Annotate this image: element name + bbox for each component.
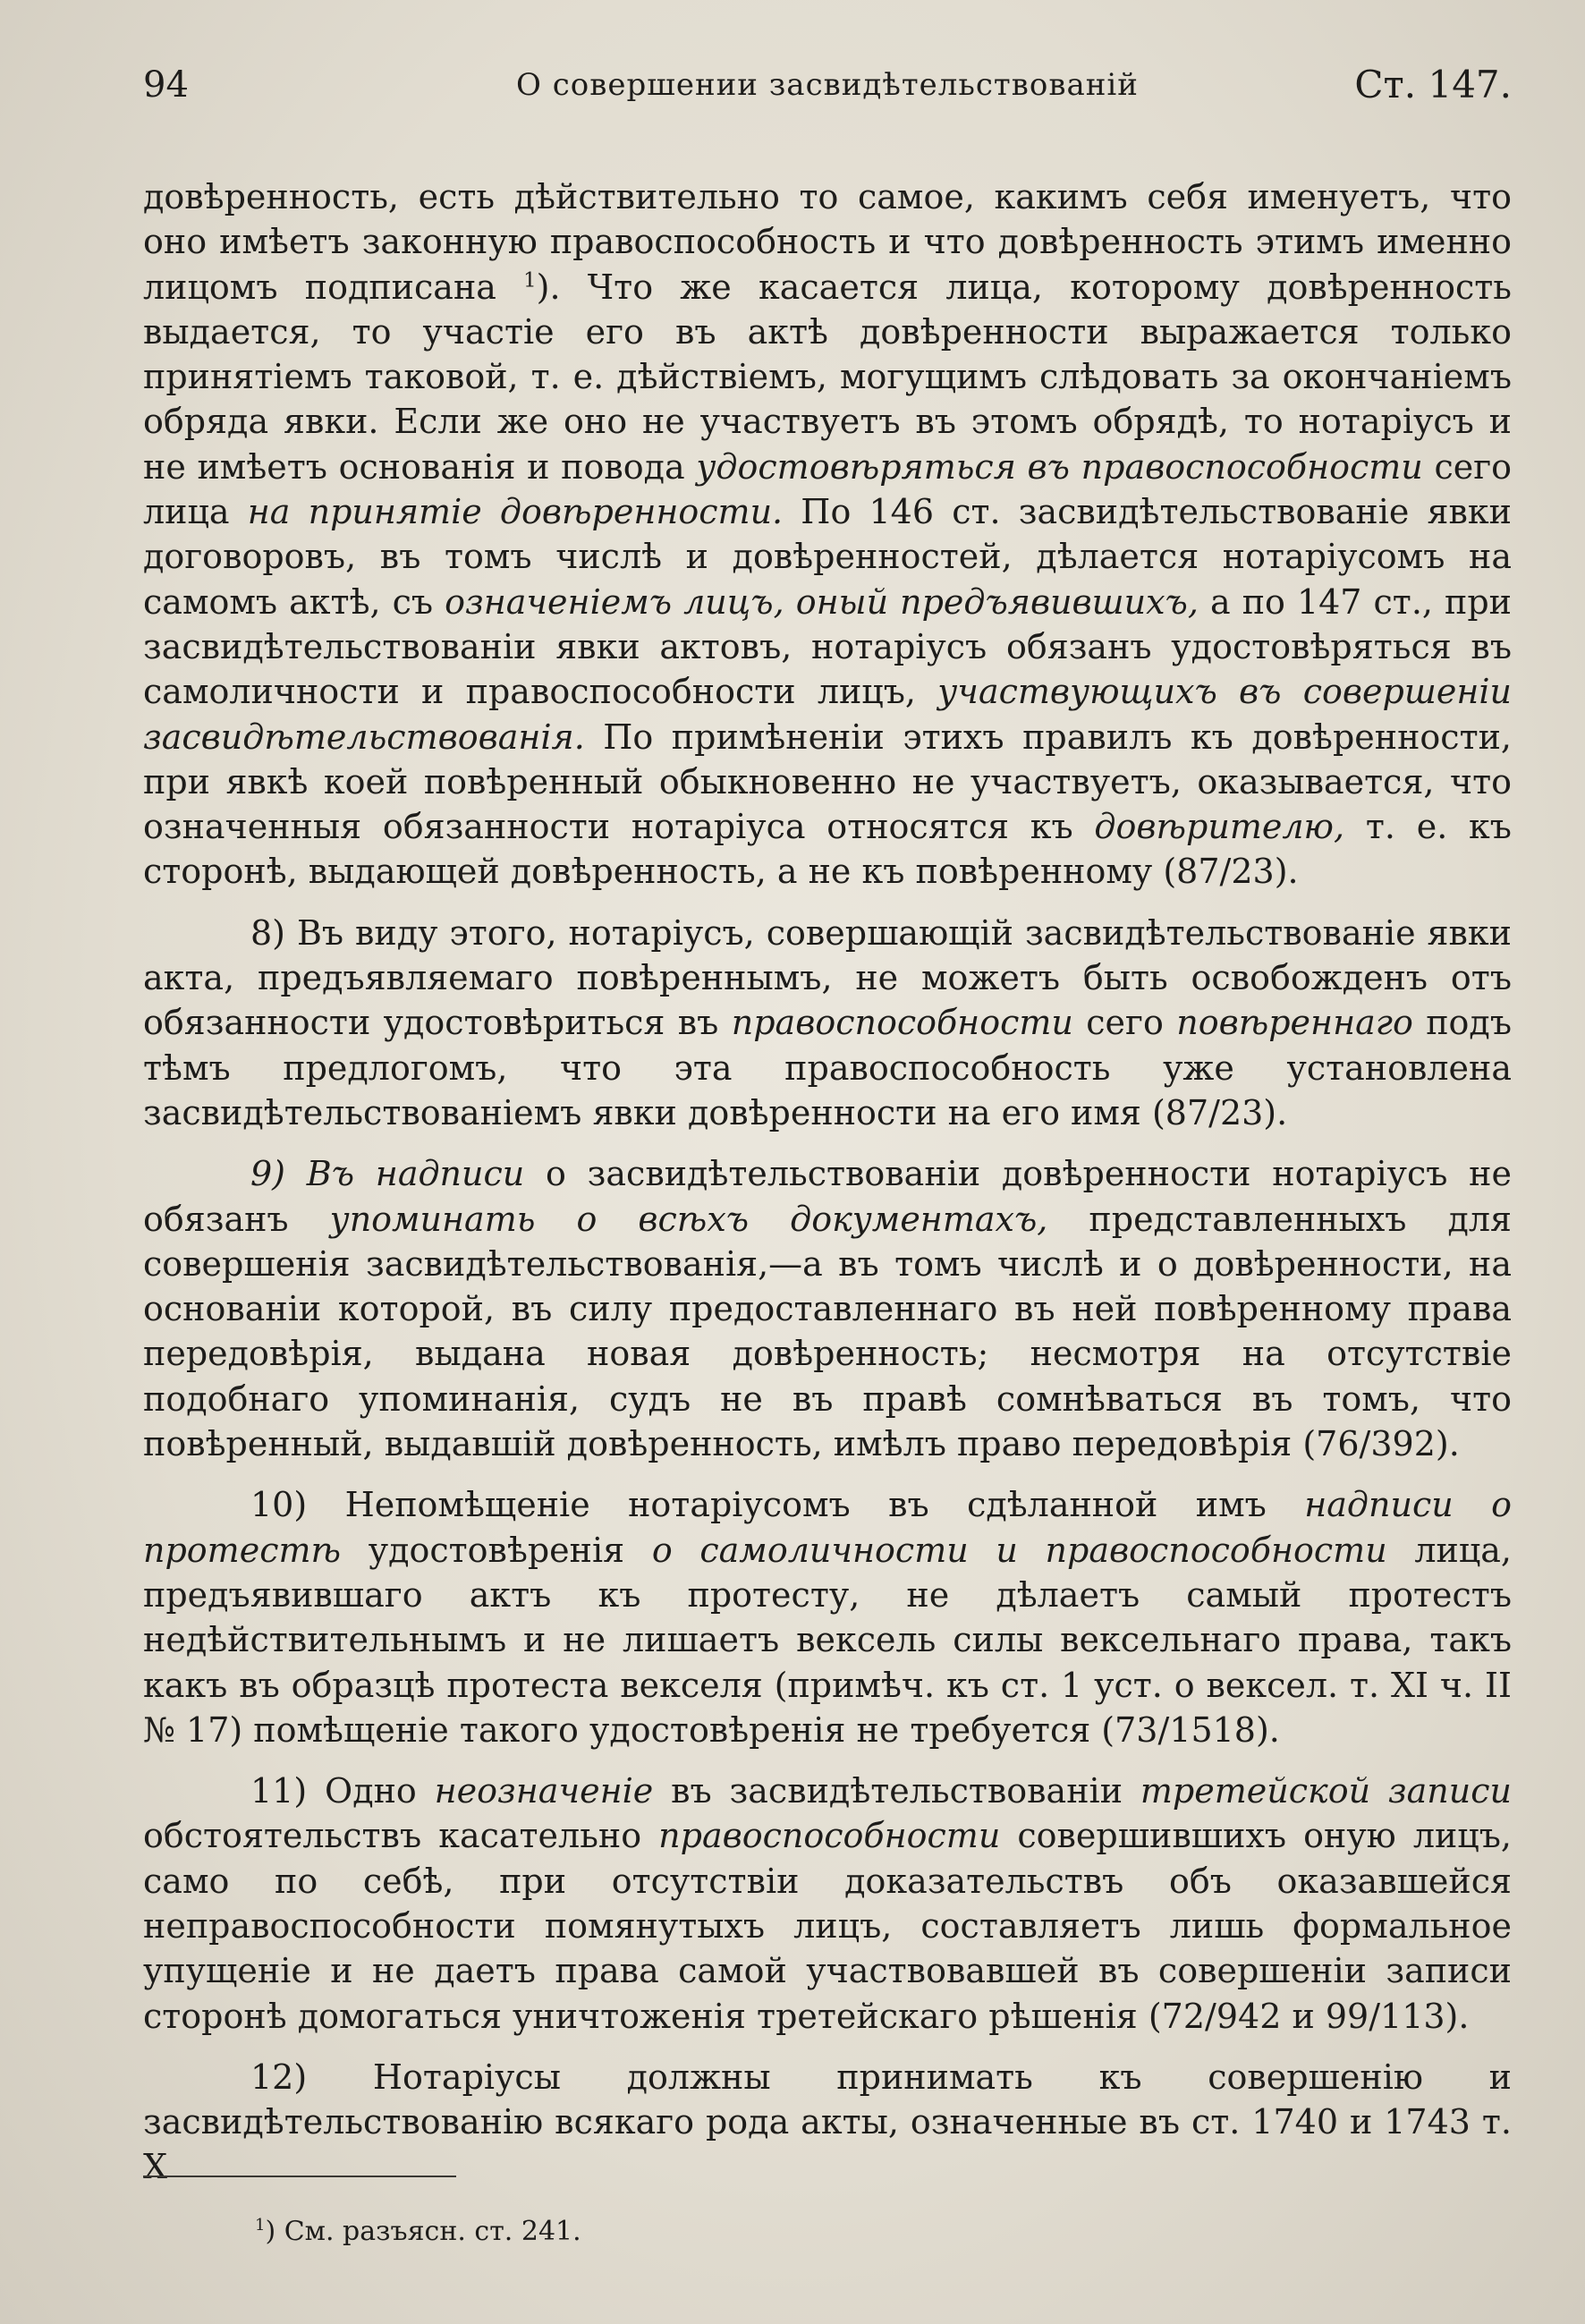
italic-run: повѣреннаго bbox=[1176, 1003, 1413, 1043]
text-run: т. е. къ сторонѣ, выдающей довѣренность, а не къ повѣренному (87/23). bbox=[143, 807, 1512, 892]
italic-run: участвующихъ въ совершеніи засвидѣтельствованія. bbox=[143, 672, 1512, 757]
text-run: По примѣненіи этихъ правилъ къ довѣренности, при явкѣ коей повѣренный обыкновенно не участвуетъ, оказывается, что означенныя обязанности нотаріуса относятся къ bbox=[143, 717, 1512, 847]
text-run: 11) Одно bbox=[250, 1771, 435, 1811]
paragraph-11 bbox=[143, 1768, 1512, 2039]
italic-run: неозначеніе bbox=[434, 1771, 654, 1811]
footnote-marker: 1 bbox=[523, 267, 537, 292]
main-text bbox=[143, 174, 1512, 2190]
footnote-divider bbox=[143, 2176, 456, 2177]
paragraph-12 bbox=[143, 2055, 1512, 2190]
italic-run: о самоличности и правоспособности bbox=[651, 1530, 1387, 1570]
text-run: совершившихъ оную лицъ, само по себѣ, при отсутствіи доказательствъ объ оказавшейся неправоспособности помянутыхъ лицъ, составляетъ лишь формальное упущеніе и не даетъ права самой участвовавшей въ совершеніи записи сторонѣ домогаться уничтоженія третейскаго рѣшенія (72/942 и 99/113). bbox=[143, 1816, 1512, 2036]
text-run: а по 147 ст., при засвидѣтельствованіи явки актовъ, нотаріусъ обязанъ удостовѣряться въ самоличности и правоспособности лицъ, bbox=[143, 581, 1513, 712]
footnote-text: ) См. разъясн. ст. 241. bbox=[265, 2216, 581, 2247]
paragraph-9 bbox=[143, 1151, 1512, 1466]
text-run: 8) Въ виду этого, нотаріусъ, совершающій засвидѣтельствованіе явки акта, предъявляемаго повѣреннымъ, не можетъ быть освобожденъ отъ обязанности удостовѣриться въ bbox=[143, 912, 1512, 1043]
italic-run: на принятіе довѣренности. bbox=[247, 492, 784, 532]
text-run: лица, предъявившаго актъ къ протесту, не дѣлаетъ самый протестъ недѣйствительнымъ и не лишаетъ вексель силы вексельнаго права, такъ какъ въ образцѣ протеста векселя (примѣч. къ ст. 1 уст. о вексел. т. XI ч. II № 17) помѣщеніе такого удостовѣренія не требуется (73/1518). bbox=[143, 1530, 1512, 1750]
article-reference: Ст. 147. bbox=[1354, 63, 1512, 106]
running-title: О совершении засвидѣтельствованій bbox=[516, 67, 1139, 103]
text-run: 10) Непомѣщеніе нотаріусомъ въ сдѣланной имъ bbox=[250, 1485, 1305, 1525]
text-run: представленныхъ для совершенія засвидѣтельствованія,—а въ томъ числѣ и о довѣренности, на основаніи которой, въ силу предоставленнаго въ ней повѣренному права передовѣрія, выдана новая довѣренность; несмотря на отсутствіе подобнаго упоминанія, судъ не въ правѣ сомнѣваться въ томъ, что повѣренный, выдавшій довѣренность, имѣлъ право передовѣрія (76/392). bbox=[143, 1199, 1512, 1464]
footnote bbox=[255, 2214, 581, 2250]
italic-run: 9) Въ надписи bbox=[250, 1154, 525, 1194]
page-header bbox=[143, 54, 1512, 116]
footnote-mark: 1 bbox=[255, 2216, 266, 2235]
text-run: ). Что же касается лица, которому довѣренность выдается, то участіе его въ актѣ довѣренности выражается только принятіемъ таковой, т. е. дѣйствіемъ, могущимъ слѣдовать за окончаніемъ обряда явки. Если же оно не участвуетъ въ этомъ обрядѣ, то нотаріусъ и не имѣетъ основанія и повода bbox=[143, 267, 1512, 487]
page-number: 94 bbox=[143, 64, 189, 106]
text-run: удостовѣренія bbox=[341, 1530, 652, 1570]
text-run: сего bbox=[1072, 1003, 1177, 1043]
text-run: подъ тѣмъ предлогомъ, что эта правоспособность уже установлена засвидѣтельствованіемъ явки довѣренности на его имя (87/23). bbox=[143, 1003, 1513, 1132]
text-run: обстоятельствъ касательно bbox=[143, 1816, 659, 1856]
text-run: довѣренность, есть дѣйствительно то самое, какимъ себя именуетъ, что оно имѣетъ законную правоспособность и что довѣренность этимъ именно лицомъ подписана bbox=[143, 177, 1512, 307]
italic-run: довѣрителю, bbox=[1094, 807, 1345, 847]
italic-run: надписи о протестѣ bbox=[143, 1485, 1512, 1570]
text-run: По 146 ст. засвидѣтельствованіе явки договоровъ, въ томъ числѣ и довѣренностей, дѣлается нотаріусомъ на самомъ актѣ, съ bbox=[143, 492, 1512, 622]
italic-run: правоспособности bbox=[658, 1816, 1001, 1856]
text-run: 12) Нотаріусы должны принимать къ совершенію и засвидѣтельствованію всякаго рода акты, означенные въ ст. 1740 и 1743 т. Х bbox=[143, 2057, 1512, 2187]
italic-run: третейской записи bbox=[1140, 1771, 1513, 1811]
text-run: въ засвидѣтельствованіи bbox=[653, 1771, 1140, 1811]
paragraph-10 bbox=[143, 1482, 1512, 1752]
text-run: о засвидѣтельствованіи довѣренности нотаріусъ не обязанъ bbox=[143, 1154, 1512, 1239]
paragraph-8 bbox=[143, 911, 1512, 1135]
italic-run: правоспособности bbox=[731, 1003, 1073, 1043]
paragraph-continuation bbox=[143, 174, 1512, 895]
italic-run: удостовѣряться въ правоспособности bbox=[696, 446, 1423, 487]
italic-run: означеніемъ лицъ, оный предъявившихъ, bbox=[445, 581, 1199, 622]
text-run: сего лица bbox=[143, 446, 1513, 532]
italic-run: упоминать о всѣхъ документахъ, bbox=[329, 1199, 1048, 1239]
